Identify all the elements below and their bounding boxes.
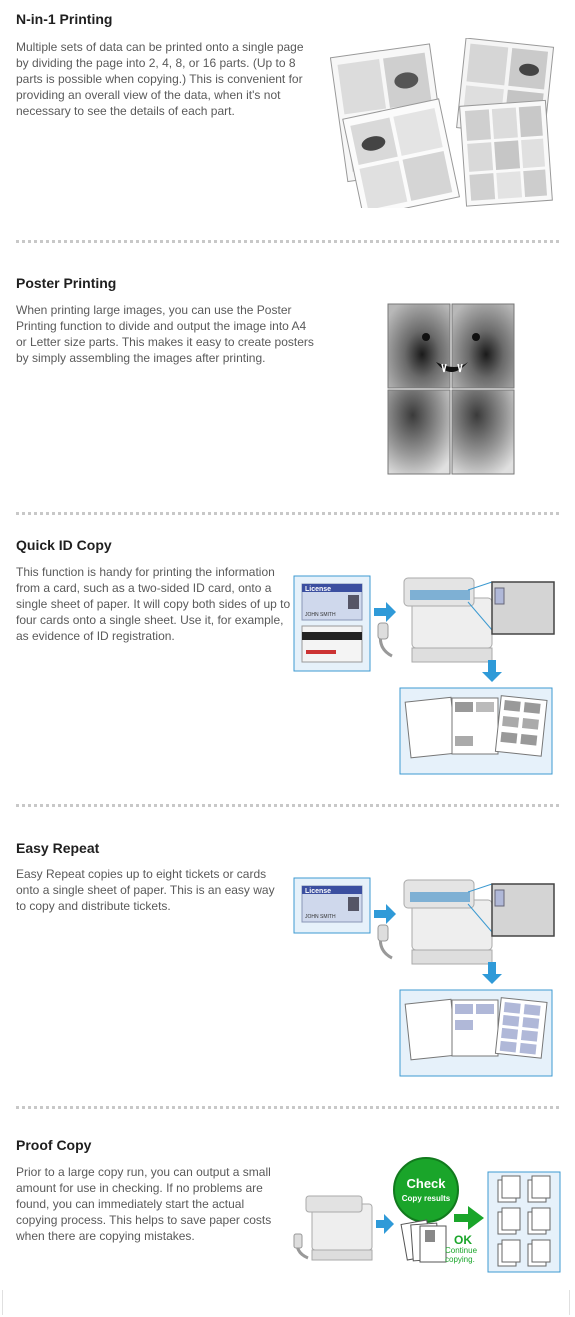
proof-copy-illustration bbox=[292, 1152, 564, 1282]
card-license-label: License bbox=[305, 888, 332, 895]
section-title-quick-id: Quick ID Copy bbox=[16, 537, 112, 553]
page-edge-right bbox=[569, 1290, 570, 1315]
ok-label: OK bbox=[454, 1233, 472, 1247]
section-divider bbox=[16, 512, 559, 515]
arrow-right-icon bbox=[376, 1214, 394, 1234]
card-license-label: License bbox=[305, 586, 332, 593]
section-desc-quick-id: This function is handy for printing the information from a card, such as a two-sided ID card, onto a single sheet of paper. It will copy both sides of up to four cards onto a single sheet. Use it, for example, as evidence of ID registration. bbox=[16, 565, 291, 643]
card-name-label: JOHN SMITH bbox=[305, 612, 336, 618]
copier-icon bbox=[294, 1196, 372, 1260]
arrow-down-icon bbox=[482, 660, 502, 682]
section-title-proof-copy: Proof Copy bbox=[16, 1137, 92, 1153]
section-divider bbox=[16, 804, 559, 807]
section-desc-n-in-1: Multiple sets of data can be printed onto a single page by dividing the page into 2, 4, 8, or 16 parts. (Up to 8 parts is possible when copying.) This is convenient for providing an overall view of the data, when it's not necessary to see the details of each part. bbox=[16, 40, 304, 118]
page-edge-left bbox=[2, 1290, 3, 1315]
copier-icon bbox=[378, 880, 492, 964]
check-label: Check bbox=[406, 1176, 446, 1191]
section-desc-proof-copy: Prior to a large copy run, you can output a small amount for use in checking. If no problems are found, you can immediately start the actual copying process. This helps to save paper costs when there are copying mistakes. bbox=[16, 1165, 272, 1243]
arrow-right-icon bbox=[374, 904, 396, 924]
section-title-easy-repeat: Easy Repeat bbox=[16, 840, 100, 856]
copier-icon bbox=[378, 578, 492, 662]
section-desc-easy-repeat: Easy Repeat copies up to eight tickets or cards onto a single sheet of paper. This is an easy way to copy and distribute tickets. bbox=[16, 867, 275, 913]
section-divider bbox=[16, 240, 559, 243]
arrow-right-icon bbox=[374, 602, 396, 622]
card-name-label: JOHN SMITH bbox=[305, 914, 336, 920]
section-divider bbox=[16, 1106, 559, 1109]
quick-id-illustration bbox=[292, 568, 560, 778]
poster-tiles-illustration bbox=[386, 302, 516, 477]
copy-results-label: Copy results bbox=[401, 1194, 451, 1203]
easy-repeat-illustration bbox=[292, 870, 560, 1080]
arrow-down-icon bbox=[482, 962, 502, 984]
copying-label: copying. bbox=[445, 1255, 475, 1264]
section-desc-poster: When printing large images, you can use the Poster Printing function to divide and output the image into A4 or Letter size parts. This makes it easy to create posters by simply assembling the images after printing. bbox=[16, 303, 314, 365]
section-title-n-in-1: N-in-1 Printing bbox=[16, 11, 113, 27]
section-title-poster: Poster Printing bbox=[16, 275, 117, 291]
ok-arrow-icon bbox=[454, 1206, 484, 1230]
n-in-1-illustration bbox=[330, 38, 560, 208]
continue-label: Continue bbox=[445, 1246, 478, 1255]
